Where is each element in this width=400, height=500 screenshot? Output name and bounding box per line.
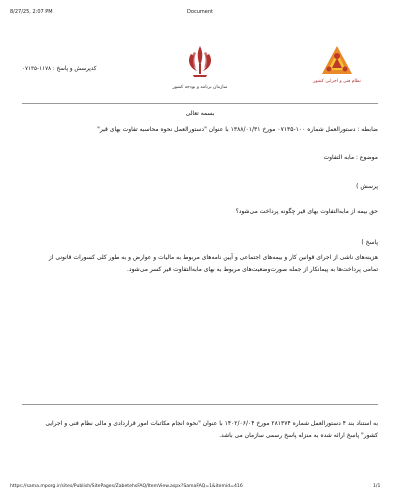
footer-line-1: به استناد بند ۴ دستورالعمل شماره ۲۸۱۳۷۴ مورخ ۱۴۰۲/۰۶/۰۴ با عنوان "نحوه انجام مکاتبات امور قراردادی و مالی نظام فنی و اجرایی (45, 420, 378, 427)
answer-line-1: هزینه‌های ناشی از اجرای قوانین کار و بیمه‌های اجتماعی و آیین نامه‌های مربوط به مالیات و عوارض و به طور کلی کسورات قانونی از (48, 254, 378, 261)
question-label: پرسش ) (356, 183, 378, 190)
nezam-fani-logo-icon (320, 44, 354, 78)
header-divider (22, 103, 378, 104)
print-page-number: 1/1 (373, 484, 381, 489)
answer-label: پاسخ ) (361, 239, 378, 246)
center-logo-caption: سازمان برنامه و بودجه کشور (172, 85, 228, 90)
print-datetime: 8/27/25, 2:07 PM (10, 9, 53, 15)
footer-divider (22, 404, 378, 405)
question-text: حق بیمه از مابه‌التفاوت بهای قیر چگونه پرداخت می‌شود؟ (235, 208, 378, 215)
subject-line: موضوع : مابه التفاوت (323, 154, 378, 161)
print-title: Document (187, 9, 213, 15)
print-url: https://sama.mporg.ir/sites/Publish/SitePages/ZabetehsFAQ/ItemView.aspx?SamaFAQ=1&itemid=416 (10, 484, 243, 489)
qa-code: کدپرسش و پاسخ : ۱۱۷۸-۰۷۱۳۵ (22, 66, 97, 72)
iran-emblem-icon (184, 44, 216, 84)
reference-line: ضابطه : دستورالعمل شماره ۱۰۰-۰۷۱۳۵ مورخ ۱۳۸۸/۰۱/۳۱ با عنوان "دستورالعمل نحوه محاسبه تفاوت بهای قیر" (97, 126, 378, 133)
basmala: بسمه تعالی (185, 110, 215, 117)
footer-line-2: کشور" پاسخ ارائه شده به منزله پاسخ رسمی سازمان می باشد. (219, 432, 378, 439)
answer-line-2: تمامی پرداخت‌ها به پیمانکار از جمله صورت‌وضعیت‌های مربوط به بهای مابه‌التفاوت قیر کسر می‌شود. (127, 266, 378, 273)
right-logo-caption: نظام فنی و اجرایی کشور (313, 79, 361, 84)
